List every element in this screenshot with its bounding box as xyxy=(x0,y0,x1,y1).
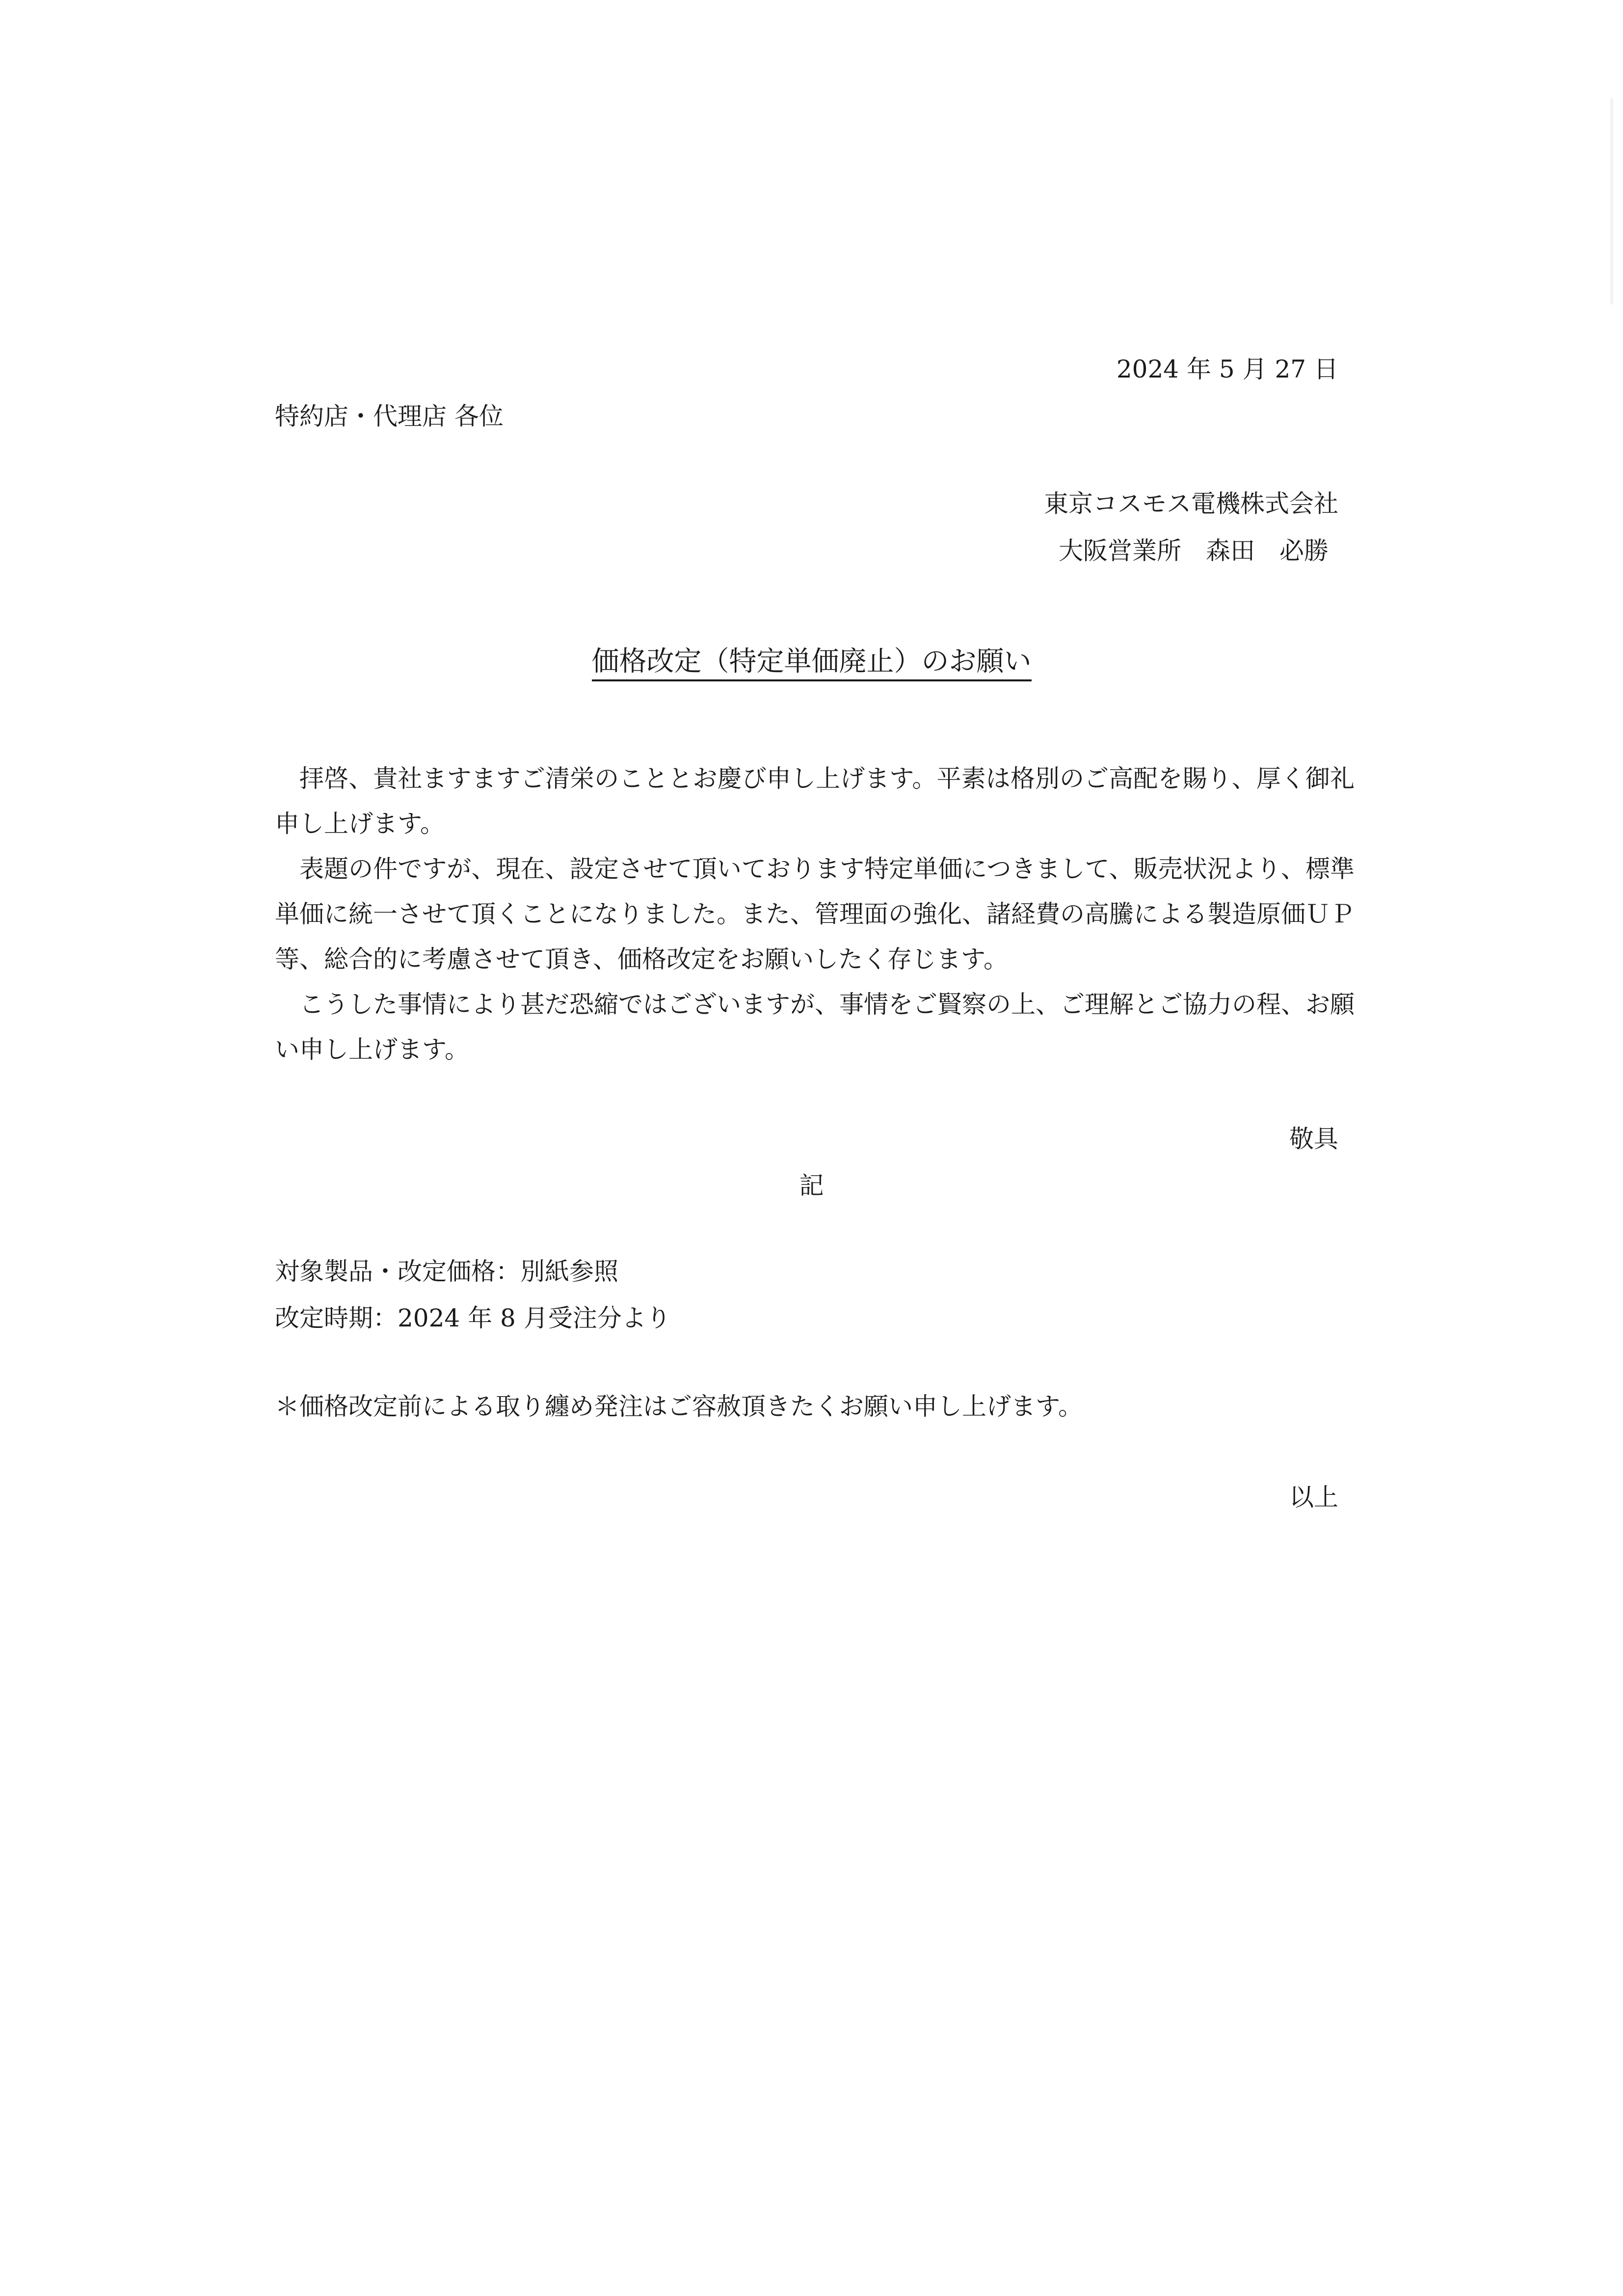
detail-note: ＊価格改定前による取り纏め発注はご容赦頂きたくお願い申し上げます。 xyxy=(275,1392,1083,1421)
document-title xyxy=(0,647,1623,676)
recipient-line: 特約店・代理店 各位 xyxy=(275,402,504,431)
detail-timing: 改定時期：2024 年 8 月受注分より xyxy=(275,1304,671,1332)
sender-name: 大阪営業所 森田 必勝 xyxy=(1059,537,1329,565)
closing-keigu: 敬具 xyxy=(1289,1125,1338,1153)
scan-edge-mark xyxy=(1610,98,1613,304)
body-paragraph-1: 拝啓、貴社ますますご清栄のこととお慶び申し上げます。平素は格別のご高配を賜り、厚く御礼申し上げます。 xyxy=(275,764,1355,838)
body-paragraph-2: 表題の件ですが、現在、設定させて頂いております特定単価につきまして、販売状況より、標準単価に統一させて頂くことになりました。また、管理面の強化、諸経費の高騰による製造原価ＵＰ等、総合的に考慮させて頂き、価格改定をお願いしたく存じます。 xyxy=(275,855,1355,973)
detail-products: 対象製品・改定価格：別紙参照 xyxy=(275,1257,618,1286)
document-title-text: 価格改定（特定単価廃止）のお願い xyxy=(592,646,1032,681)
ki-heading: 記 xyxy=(799,1171,824,1200)
sender-company: 東京コスモス電機株式会社 xyxy=(1044,489,1338,518)
closing-ijo: 以上 xyxy=(1289,1483,1338,1512)
body-paragraph-3: こうした事情により甚だ恐縮ではございますが、事情をご賢察の上、ご理解とご協力の程、お願い申し上げます。 xyxy=(275,990,1355,1064)
letter-body xyxy=(275,756,1355,1072)
document-date: 2024 年 5 月 27 日 xyxy=(1116,355,1338,383)
